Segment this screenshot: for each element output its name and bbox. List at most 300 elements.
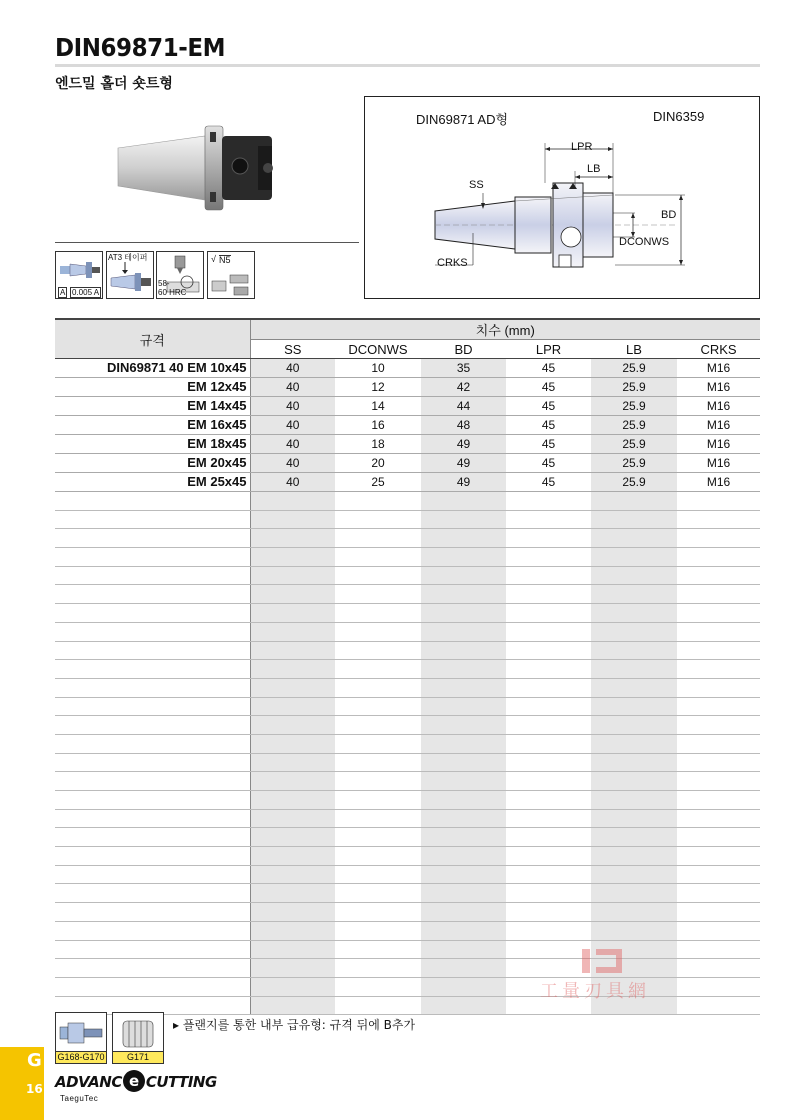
spec-name: EM 12x45 [55, 378, 250, 397]
empty-cell [591, 697, 677, 716]
empty-cell [421, 566, 506, 585]
cell-lpr: 45 [506, 359, 591, 378]
empty-cell [677, 884, 760, 903]
cell-ss: 40 [250, 397, 335, 416]
empty-cell [55, 959, 250, 978]
empty-cell [421, 977, 506, 996]
empty-cell [335, 996, 421, 1015]
spec-name: DIN69871 40 EM 10x45 [55, 359, 250, 378]
empty-cell [677, 660, 760, 679]
empty-cell [677, 791, 760, 810]
empty-cell [335, 847, 421, 866]
cell-lb: 25.9 [591, 359, 677, 378]
empty-cell [335, 604, 421, 623]
hardness-label-2: 60 HRC [158, 288, 187, 297]
empty-row [55, 678, 760, 697]
empty-row [55, 903, 760, 922]
empty-cell [506, 548, 591, 567]
cell-lb: 25.9 [591, 397, 677, 416]
empty-cell [677, 809, 760, 828]
cell-bd: 49 [421, 473, 506, 492]
empty-row [55, 716, 760, 735]
column-header-crks: CRKS [677, 340, 760, 359]
spec-name: EM 18x45 [55, 435, 250, 454]
empty-cell [250, 884, 335, 903]
runout-icon [55, 251, 103, 299]
empty-cell [506, 809, 591, 828]
empty-cell [421, 734, 506, 753]
empty-cell [506, 604, 591, 623]
cell-bd: 49 [421, 435, 506, 454]
watermark [540, 945, 670, 1005]
balance-label: N5 [219, 255, 231, 265]
empty-cell [677, 940, 760, 959]
empty-cell [55, 604, 250, 623]
spec-name: EM 16x45 [55, 416, 250, 435]
empty-cell [335, 753, 421, 772]
empty-cell [421, 604, 506, 623]
empty-cell [250, 847, 335, 866]
brand-logo [55, 1073, 217, 1092]
empty-cell [250, 828, 335, 847]
empty-cell [591, 809, 677, 828]
cell-crks: M16 [677, 397, 760, 416]
brand-subtitle: TaeguTec [60, 1094, 99, 1103]
empty-cell [55, 734, 250, 753]
empty-cell [591, 734, 677, 753]
empty-cell [591, 510, 677, 529]
empty-row [55, 492, 760, 511]
column-header-lpr: LPR [506, 340, 591, 359]
internal-coolant-ref-icon[interactable] [55, 1012, 107, 1064]
empty-cell [55, 529, 250, 548]
empty-cell [335, 884, 421, 903]
spec-column-header: 규격 [55, 319, 250, 359]
empty-cell [335, 921, 421, 940]
empty-cell [55, 585, 250, 604]
taper-icon [106, 251, 154, 299]
empty-cell [421, 847, 506, 866]
empty-cell [591, 716, 677, 735]
empty-cell [421, 884, 506, 903]
cell-lpr: 45 [506, 397, 591, 416]
empty-cell [335, 734, 421, 753]
column-header-ss: SS [250, 340, 335, 359]
empty-cell [591, 548, 677, 567]
photo-divider [55, 242, 359, 243]
empty-cell [55, 977, 250, 996]
empty-cell [591, 492, 677, 511]
empty-cell [55, 884, 250, 903]
empty-cell [55, 772, 250, 791]
empty-cell [677, 678, 760, 697]
dim-crks: CRKS [437, 257, 468, 269]
empty-cell [335, 791, 421, 810]
empty-row [55, 510, 760, 529]
empty-row [55, 529, 760, 548]
cell-dconws: 10 [335, 359, 421, 378]
empty-cell [506, 585, 591, 604]
brand-left: ADVANC [55, 1073, 122, 1091]
empty-cell [250, 921, 335, 940]
empty-cell [335, 566, 421, 585]
empty-row [55, 921, 760, 940]
empty-cell [250, 753, 335, 772]
empty-cell [55, 510, 250, 529]
empty-cell [421, 959, 506, 978]
empty-cell [335, 959, 421, 978]
empty-row [55, 791, 760, 810]
empty-cell [335, 772, 421, 791]
cell-dconws: 20 [335, 454, 421, 473]
empty-cell [677, 548, 760, 567]
empty-cell [250, 492, 335, 511]
cell-bd: 42 [421, 378, 506, 397]
empty-cell [677, 510, 760, 529]
empty-row [55, 548, 760, 567]
empty-cell [677, 604, 760, 623]
empty-cell [250, 809, 335, 828]
empty-cell [506, 529, 591, 548]
empty-cell [506, 734, 591, 753]
empty-cell [677, 772, 760, 791]
empty-cell [677, 734, 760, 753]
cell-lb: 25.9 [591, 378, 677, 397]
empty-cell [250, 903, 335, 922]
empty-cell [250, 940, 335, 959]
empty-cell [421, 641, 506, 660]
empty-cell [591, 921, 677, 940]
empty-cell [421, 996, 506, 1015]
empty-row [55, 660, 760, 679]
empty-row [55, 622, 760, 641]
empty-cell [55, 847, 250, 866]
ref-g171: G171 [113, 1051, 163, 1063]
empty-row [55, 604, 760, 623]
empty-cell [677, 697, 760, 716]
empty-row [55, 697, 760, 716]
cell-lpr: 45 [506, 454, 591, 473]
empty-cell [250, 734, 335, 753]
empty-cell [421, 529, 506, 548]
empty-cell [335, 585, 421, 604]
cell-bd: 48 [421, 416, 506, 435]
empty-row [55, 865, 760, 884]
collet-ref-icon[interactable] [112, 1012, 164, 1064]
empty-cell [55, 622, 250, 641]
empty-cell [250, 791, 335, 810]
cell-lpr: 45 [506, 378, 591, 397]
empty-cell [335, 828, 421, 847]
empty-cell [677, 622, 760, 641]
cell-ss: 40 [250, 454, 335, 473]
empty-cell [677, 753, 760, 772]
empty-cell [335, 940, 421, 959]
empty-cell [421, 716, 506, 735]
product-photo [110, 118, 290, 218]
cell-crks: M16 [677, 473, 760, 492]
empty-cell [677, 865, 760, 884]
empty-cell [421, 697, 506, 716]
empty-cell [250, 865, 335, 884]
page-subtitle: 엔드밀 홀더 숏트형 [55, 76, 173, 92]
empty-cell [250, 529, 335, 548]
empty-cell [335, 977, 421, 996]
cell-ss: 40 [250, 359, 335, 378]
empty-row [55, 809, 760, 828]
section-letter: G [27, 1050, 42, 1071]
empty-cell [506, 828, 591, 847]
empty-cell [55, 753, 250, 772]
empty-cell [506, 641, 591, 660]
empty-row [55, 772, 760, 791]
empty-cell [677, 921, 760, 940]
empty-cell [250, 622, 335, 641]
empty-cell [335, 529, 421, 548]
empty-cell [55, 809, 250, 828]
hardness-icon [156, 251, 204, 299]
cell-bd: 35 [421, 359, 506, 378]
empty-row [55, 847, 760, 866]
empty-cell [55, 660, 250, 679]
table-row [55, 435, 760, 454]
empty-cell [421, 492, 506, 511]
empty-cell [506, 492, 591, 511]
empty-cell [421, 622, 506, 641]
empty-cell [335, 510, 421, 529]
table-row [55, 397, 760, 416]
page-number: 16 [26, 1082, 43, 1096]
empty-cell [421, 921, 506, 940]
cell-bd: 44 [421, 397, 506, 416]
brand-right: CUTTING [145, 1073, 217, 1091]
empty-cell [250, 660, 335, 679]
runout-datum: A [60, 288, 66, 297]
spec-name: EM 25x45 [55, 473, 250, 492]
column-header-dconws: DCONWS [335, 340, 421, 359]
empty-cell [335, 641, 421, 660]
cell-lb: 25.9 [591, 454, 677, 473]
empty-cell [506, 865, 591, 884]
dimension-diagram [364, 96, 760, 299]
ref-g168: G168-G170 [57, 1052, 105, 1062]
empty-cell [506, 753, 591, 772]
diagram-label-din69871: DIN69871 AD형 [416, 112, 509, 127]
empty-cell [335, 548, 421, 567]
empty-cell [677, 529, 760, 548]
empty-cell [250, 604, 335, 623]
taper-label: AT3 테이퍼 [108, 253, 148, 262]
empty-cell [421, 660, 506, 679]
empty-cell [591, 604, 677, 623]
empty-cell [506, 678, 591, 697]
dim-lpr: LPR [571, 141, 593, 153]
empty-row [55, 641, 760, 660]
empty-cell [506, 903, 591, 922]
empty-cell [591, 678, 677, 697]
empty-cell [335, 716, 421, 735]
dimension-column-header: 치수 (mm) [250, 319, 760, 340]
brand-e: e [123, 1070, 145, 1092]
empty-cell [335, 865, 421, 884]
empty-cell [250, 697, 335, 716]
empty-cell [591, 529, 677, 548]
empty-cell [506, 847, 591, 866]
column-header-bd: BD [421, 340, 506, 359]
empty-cell [677, 903, 760, 922]
holder-drawing [365, 97, 761, 300]
empty-cell [677, 828, 760, 847]
dim-ss: SS [469, 179, 484, 191]
cell-lb: 25.9 [591, 473, 677, 492]
empty-cell [506, 772, 591, 791]
empty-cell [335, 492, 421, 511]
empty-cell [250, 510, 335, 529]
table-row [55, 416, 760, 435]
empty-cell [335, 903, 421, 922]
empty-cell [506, 660, 591, 679]
cell-dconws: 16 [335, 416, 421, 435]
cell-ss: 40 [250, 416, 335, 435]
empty-cell [591, 865, 677, 884]
empty-cell [677, 641, 760, 660]
empty-cell [591, 884, 677, 903]
empty-row [55, 566, 760, 585]
empty-cell [55, 678, 250, 697]
empty-cell [55, 548, 250, 567]
empty-row [55, 734, 760, 753]
empty-cell [421, 940, 506, 959]
cell-ss: 40 [250, 473, 335, 492]
empty-cell [55, 791, 250, 810]
empty-cell [506, 884, 591, 903]
empty-cell [250, 566, 335, 585]
empty-cell [677, 959, 760, 978]
empty-cell [250, 548, 335, 567]
empty-cell [677, 492, 760, 511]
empty-cell [677, 585, 760, 604]
empty-cell [421, 753, 506, 772]
empty-cell [335, 697, 421, 716]
cell-lb: 25.9 [591, 435, 677, 454]
empty-cell [591, 566, 677, 585]
cell-lb: 25.9 [591, 416, 677, 435]
empty-cell [421, 772, 506, 791]
empty-cell [421, 548, 506, 567]
empty-row [55, 585, 760, 604]
empty-cell [591, 791, 677, 810]
empty-row [55, 884, 760, 903]
empty-cell [591, 622, 677, 641]
empty-row [55, 753, 760, 772]
empty-cell [250, 716, 335, 735]
empty-cell [335, 660, 421, 679]
cell-crks: M16 [677, 454, 760, 473]
watermark-text: 工量刃具網 [540, 981, 650, 1002]
empty-cell [506, 510, 591, 529]
empty-cell [55, 865, 250, 884]
empty-cell [591, 772, 677, 791]
empty-cell [506, 697, 591, 716]
spec-name: EM 14x45 [55, 397, 250, 416]
empty-cell [250, 641, 335, 660]
cell-dconws: 25 [335, 473, 421, 492]
cell-dconws: 18 [335, 435, 421, 454]
empty-cell [55, 697, 250, 716]
empty-cell [506, 622, 591, 641]
coolant-note: ▸ 플랜지를 통한 내부 급유형: 규격 뒤에 B추가 [173, 1018, 416, 1032]
table-row [55, 473, 760, 492]
cell-dconws: 12 [335, 378, 421, 397]
cell-bd: 49 [421, 454, 506, 473]
empty-cell [55, 828, 250, 847]
empty-cell [506, 791, 591, 810]
empty-cell [677, 716, 760, 735]
empty-cell [421, 791, 506, 810]
empty-cell [506, 716, 591, 735]
empty-cell [250, 772, 335, 791]
empty-cell [55, 566, 250, 585]
table-row [55, 378, 760, 397]
empty-cell [506, 566, 591, 585]
cell-dconws: 14 [335, 397, 421, 416]
empty-cell [250, 977, 335, 996]
dim-bd: BD [661, 209, 677, 221]
empty-cell [250, 959, 335, 978]
empty-cell [677, 977, 760, 996]
hardness-label-1: 58- [158, 279, 170, 288]
title-divider [55, 64, 760, 67]
empty-cell [250, 585, 335, 604]
balance-icon: √ N5 [207, 251, 255, 299]
spec-name: EM 20x45 [55, 454, 250, 473]
empty-cell [55, 921, 250, 940]
empty-cell [421, 828, 506, 847]
empty-cell [591, 847, 677, 866]
cell-lpr: 45 [506, 416, 591, 435]
runout-value: 0.005 A [72, 288, 100, 297]
cell-crks: M16 [677, 435, 760, 454]
cell-ss: 40 [250, 378, 335, 397]
cell-crks: M16 [677, 378, 760, 397]
empty-cell [421, 865, 506, 884]
empty-cell [421, 585, 506, 604]
empty-cell [677, 996, 760, 1015]
empty-cell [55, 716, 250, 735]
empty-cell [591, 660, 677, 679]
empty-cell [335, 622, 421, 641]
empty-cell [421, 510, 506, 529]
column-header-lb: LB [591, 340, 677, 359]
empty-cell [421, 809, 506, 828]
empty-cell [250, 996, 335, 1015]
empty-cell [335, 809, 421, 828]
table-row [55, 359, 760, 378]
empty-cell [55, 492, 250, 511]
table-row [55, 454, 760, 473]
empty-cell [250, 678, 335, 697]
empty-cell [421, 903, 506, 922]
dim-dconws: DCONWS [619, 236, 670, 248]
cell-lpr: 45 [506, 435, 591, 454]
empty-cell [591, 828, 677, 847]
page-title: DIN69871-EM [55, 33, 226, 62]
empty-cell [591, 903, 677, 922]
empty-cell [55, 903, 250, 922]
cell-lpr: 45 [506, 473, 591, 492]
empty-cell [55, 641, 250, 660]
spec-table [55, 318, 760, 1015]
